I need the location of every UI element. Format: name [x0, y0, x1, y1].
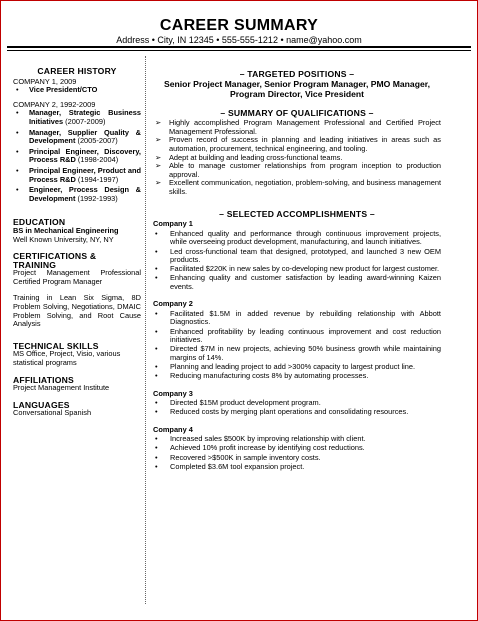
affiliations-text: Project Management Institute	[13, 383, 110, 393]
header-rule-thick	[7, 46, 471, 48]
affiliations-heading: AFFILIATIONS	[13, 374, 74, 385]
role-title: Principal Engineer, Product and Process R&D	[29, 165, 141, 184]
qualification-item	[155, 178, 441, 196]
role-years: (1992-1993)	[77, 193, 118, 203]
bullet-icon: •	[155, 264, 158, 274]
role-years: (1998-2004)	[77, 155, 119, 165]
accomplishment-text: Reducing manufacturing costs 8% by automating processes.	[170, 371, 369, 381]
bullet-icon: •	[16, 85, 19, 95]
company-2-role-3	[16, 146, 141, 165]
company-2-role-1	[16, 108, 141, 126]
bullet-icon: •	[155, 246, 158, 256]
bullet-icon: •	[155, 452, 158, 462]
bullet-icon: •	[155, 434, 158, 444]
bullet-icon: •	[155, 371, 158, 381]
arrow-bullet-icon: ➢	[155, 118, 162, 128]
page-title: CAREER SUMMARY	[159, 17, 319, 34]
role-title: Engineer, Process Design & Development	[29, 185, 141, 203]
accomplishment-text: Achieved 10% profit increase by identifying cost reductions.	[170, 443, 365, 453]
arrow-bullet-icon: ➢	[155, 135, 162, 145]
education-heading: EDUCATION	[13, 217, 66, 228]
company-1-label: COMPANY 1, 2009	[13, 76, 77, 86]
qualification-text: Adept at building and leading cross-functional teams.	[169, 152, 343, 162]
role-title: Principal Engineer, Discovery, Process R&D	[29, 146, 141, 165]
accomplishment-text: Recovered >$500K in sample inventory costs.	[170, 452, 321, 462]
accomplishment-item	[155, 308, 441, 327]
bullet-icon: •	[16, 185, 19, 195]
accomplishment-text: Directed $15M product development program.	[170, 398, 321, 408]
education-school: Well Known University, NY, NY	[13, 234, 114, 244]
bullet-icon: •	[155, 407, 158, 417]
company-2-role-2	[16, 127, 141, 146]
accomplishment-text: Enhancing quality and customer satisfaction by leading award-winning Kaizen events.	[170, 273, 441, 292]
bullet-icon: •	[16, 165, 19, 175]
bullet-icon: •	[155, 326, 158, 336]
accomplishment-item	[155, 246, 441, 265]
role-title: Manager, Supplier Quality & Development	[29, 127, 141, 146]
qualification-text: Excellent communication, negotiation, problem-solving, and business management skills.	[169, 178, 441, 196]
accomplishment-list	[153, 435, 441, 471]
accomplishment-company-2: Company 2	[153, 299, 193, 309]
accomplishment-text: Led cross-functional team that designed, prototyped, and launched 3 new OEM products.	[170, 246, 441, 265]
qualification-item	[155, 118, 441, 136]
bullet-icon: •	[155, 308, 158, 318]
company-1-role-1	[16, 85, 141, 95]
contact-line: Address • City, IN 12345 • 555-555-1212 • name@yahoo.com	[116, 35, 362, 45]
left-column	[13, 67, 141, 418]
bullet-icon: •	[155, 443, 158, 453]
company-1-roles	[13, 86, 141, 95]
accomplishment-item	[155, 273, 441, 292]
right-column	[153, 70, 441, 472]
accomplishment-item	[155, 228, 441, 247]
targeted-positions-line-2: Program Director, Vice President	[229, 88, 365, 99]
role-years: (2007-2009)	[65, 116, 106, 126]
role-years: (2005-2007)	[77, 136, 118, 146]
bullet-icon: •	[155, 273, 158, 283]
accomplishment-text: Planning and leading project to add >300% capacity to largest product line.	[170, 362, 416, 372]
languages-heading: LANGUAGES	[13, 399, 70, 410]
accomplishment-text: Increased sales $500K by improving relationship with client.	[170, 434, 366, 444]
accomplishment-item	[155, 326, 441, 345]
accomplishment-item	[155, 344, 441, 362]
accomplishment-text: Facilitated $1.5M in added revenue by rebuilding relationship with Abbott Diagnostics.	[170, 308, 441, 327]
column-divider	[145, 56, 146, 604]
bullet-icon: •	[155, 228, 158, 238]
arrow-bullet-icon: ➢	[155, 178, 162, 188]
qualification-item	[155, 161, 441, 179]
certifications-text: Project Management Professional Certified Program Manager	[13, 268, 141, 286]
company-2-label: COMPANY 2, 1992-2009	[13, 99, 96, 109]
accomplishment-company-1: Company 1	[153, 219, 193, 229]
bullet-icon: •	[16, 127, 19, 137]
bullet-icon: •	[155, 344, 158, 354]
training-text: Training in Lean Six Sigma, 8D Problem Solving, Negotiations, DMAIC Problem Solving, and Root Cause Analysis	[13, 293, 141, 329]
company-2-roles	[13, 109, 141, 203]
company-2-role-4	[16, 165, 141, 184]
bullet-icon: •	[155, 362, 158, 372]
accomplishment-text: Enhanced profitability by leading continuous improvement and cost reduction initiatives.	[170, 326, 441, 345]
accomplishment-list	[153, 230, 441, 292]
accomplishment-item	[155, 371, 441, 381]
header-rule-thin	[7, 50, 471, 51]
bullet-icon: •	[155, 398, 158, 408]
languages-text: Conversational Spanish	[13, 408, 92, 418]
role-title: Vice President/CTO	[29, 85, 98, 95]
accomplishments-heading: – SELECTED ACCOMPLISHMENTS –	[219, 208, 375, 219]
bullet-icon: •	[16, 108, 19, 118]
qualification-text: Able to manage customer relationships from program inception to production approval.	[169, 161, 441, 179]
bullet-icon: •	[155, 461, 158, 471]
accomplishment-list	[153, 399, 441, 417]
bullet-icon: •	[16, 146, 19, 156]
arrow-bullet-icon: ➢	[155, 161, 162, 171]
accomplishment-item	[155, 461, 441, 472]
technical-skills-text: MS Office, Project, Visio, various statistical programs	[13, 349, 121, 368]
education-degree: BS in Mechanical Engineering	[13, 225, 119, 235]
accomplishment-text: Completed $3.6M tool expansion project.	[170, 461, 305, 471]
career-history-heading: CAREER HISTORY	[37, 66, 117, 76]
technical-skills-heading: TECHNICAL SKILLS	[13, 340, 99, 351]
role-years: (1994-1997)	[77, 174, 119, 184]
accomplishment-text: Enhanced quality and performance through continuous improvement projects, while overseeing product development, manufacturing, and launch initiatives.	[170, 228, 441, 247]
qualification-item	[155, 135, 441, 153]
accomplishment-text: Directed $7M in new projects, achieving 50% business growth while maintaining margins of 14%.	[170, 344, 441, 362]
role-title: Manager, Strategic Business Initiatives	[29, 108, 141, 126]
accomplishment-company-3: Company 3	[153, 388, 193, 398]
accomplishments-section	[153, 220, 441, 471]
qualifications-list	[153, 119, 441, 196]
accomplishment-list	[153, 310, 441, 381]
accomplishment-company-4: Company 4	[153, 424, 193, 434]
qualifications-heading: – SUMMARY OF QUALIFICATIONS –	[220, 107, 374, 118]
qualification-text: Highly accomplished Program Management Professional and Certified Project Management Professional.	[169, 118, 441, 136]
qualification-text: Proven record of success in planning and leading initiatives in areas such as automation, procurement, technical engineering, and tooling.	[169, 135, 441, 153]
targeted-positions-line-1: Senior Project Manager, Senior Program Manager, PMO Manager,	[163, 78, 430, 89]
arrow-bullet-icon: ➢	[155, 152, 162, 162]
accomplishment-text: Facilitated $220K in new sales by co-developing new product for largest customer.	[170, 264, 440, 274]
targeted-positions-heading: – TARGETED POSITIONS –	[239, 69, 355, 79]
accomplishment-text: Reduced costs by merging plant operations and consolidating resources.	[170, 407, 409, 417]
accomplishment-item	[155, 407, 441, 417]
company-2-role-5	[16, 185, 141, 203]
certifications-heading: CERTIFICATIONS & TRAINING	[13, 251, 97, 270]
